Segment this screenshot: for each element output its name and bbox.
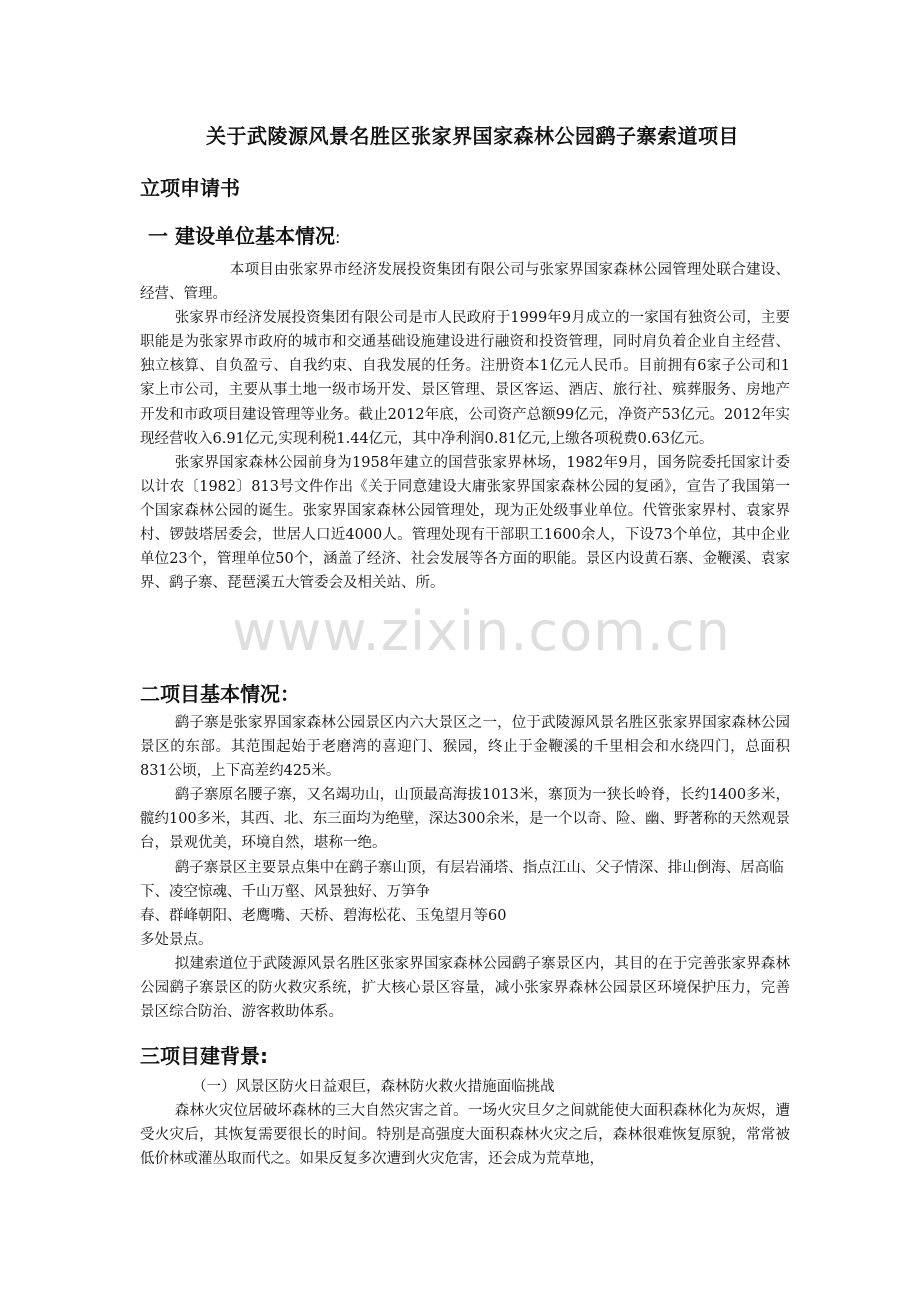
section3-body — [140, 1075, 790, 1171]
section2-paragraph: 拟建索道位于武陵源风景名胜区张家界国家森林公园鹞子寨景区内，其目的在于完善张家界森林公园鹞子寨景区的防火救灾系统，扩大核心景区容量，减小张家界森林公园景区环境保护压力，完善景区综合防治、游客救助体系。 — [140, 955, 790, 1021]
section1-paragraph: 本项目由张家界市经济发展投资集团有限公司与张家界国家森林公园管理处联合建设、经营、管理。 — [140, 262, 790, 303]
section1-paragraph: 张家界市经济发展投资集团有限公司是市人民政府于1999年9月成立的一家国有独资公司，主要职能是为张家界市政府的城市和交通基础设施建设进行融资和投资管理，同时肩负着企业自主经营、独立核算、自负盈亏、自我约束、自我发展的任务。注册资本1亿元人民币。目前拥有6家子公司和1家上市公司，主要从事土地一级市场开发、景区管理、景区客运、酒店、旅行社、殡葬服务、房地产开发和市政项目建设管理等业务。截止2012年底，公司资产总额99亿元，净资产53亿元。2012年实现经营收入6.91亿元,实现利税1.44亿元，其中净利润0.81亿元,上缴各项税费0.63亿元。 — [140, 310, 790, 447]
section2-heading: 二项目基本情况： — [140, 682, 300, 706]
section1-heading-text: 一 建设单位基本情况 — [148, 224, 335, 248]
section1-heading — [148, 220, 340, 249]
section2-paragraph-line: 多处景点。 — [140, 931, 213, 948]
section2-body — [140, 711, 790, 1024]
section2-paragraph: 鹞子寨景区主要景点集中在鹞子寨山顶，有层岩涌塔、指点江山、父子情深、排山倒海、居高临下、凌空惊魂、千山万壑、风景独好、万笋争 — [140, 859, 784, 900]
section2-paragraph: 鹞子寨是张家界国家森林公园景区内六大景区之一，位于武陵源风景名胜区张家界国家森林公园景区的东部。其范围起始于老磨湾的喜迎门、猴园，终止于金鞭溪的千里相会和水绕四门，总面积831公顷，上下高差约425米。 — [140, 715, 790, 780]
document-title: 关于武陵源风景名胜区张家界国家森林公园鹞子寨索道项目 — [206, 124, 739, 148]
section1-paragraph: 张家界国家森林公园前身为1958年建立的国营张家界林场，1982年9月，国务院委托国家计委以计农〔1982〕813号文件作出《关于同意建设大庸张家界国家森林公园的复函》，宣告了我国第一个国家森林公园的诞生。张家界国家森林公园管理处，现为正处级事业单位。代管张家界村、袁家界村、锣鼓塔居委会，世居人口近4000人。管理处现有干部职工1600余人，下设73个单位，其中企业单位23个，管理单位50个，涵盖了经济、社会发展等各方面的职能。景区内设黄石寨、金鞭溪、袁家界、鹞子寨、琵琶溪五大管委会及相关站、所。 — [140, 454, 790, 592]
section3-heading: 三项目建背景: — [140, 1044, 268, 1068]
section2-paragraph: 鹞子寨原名腰子寨，又名竭功山，山顶最高海拔1013米，寨顶为一狭长岭脊，长约1400多米，髋约100多米，其西、北、东三面均为绝壁，深达300余米，是一个以奇、险、幽、野著称的天然观景台，景观优美，环境自然，堪称一绝。 — [140, 787, 790, 852]
section1-body — [140, 258, 790, 595]
section1-heading-colon: : — [334, 228, 341, 247]
section3-paragraph: 森林火灾位居破坏森林的三大自然灾害之首。一场火灾旦夕之间就能使大面积森林化为灰烬，遭受火灾后，其恢复需要很长的时间。特别是高强度大面积森林火灾之后，森林很难恢复原貌，常常被低价林或灌丛取而代之。如果反复多次遭到火灾危害，还会成为荒草地， — [140, 1103, 790, 1168]
section3-subheading: （一）风景区防火日益艰巨，森林防火救火措施面临挑战 — [192, 1079, 555, 1095]
section2-paragraph-line: 春、群峰朝阳、老鹰嘴、天桥、碧海松花、玉兔望月等60 — [140, 907, 507, 924]
document-title-continued: 立项申请书 — [140, 176, 240, 200]
watermark: www.zixin.com.cn — [232, 600, 731, 663]
